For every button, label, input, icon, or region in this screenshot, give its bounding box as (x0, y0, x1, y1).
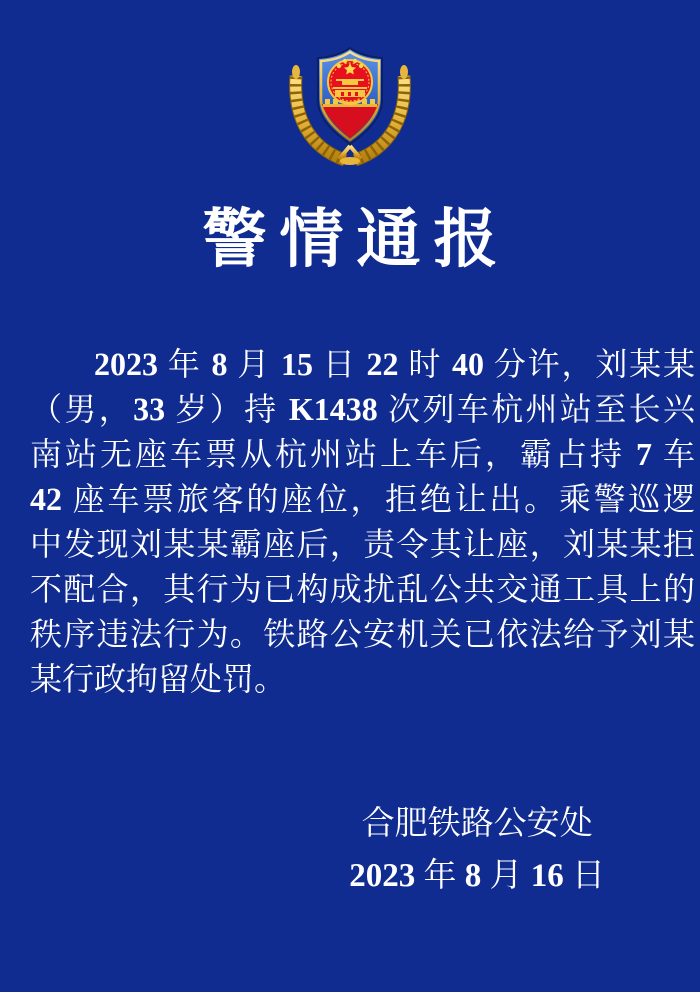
notice-body-line: 秩序违法行为。铁路公安机关已依法给予刘某 (30, 616, 695, 652)
signature-date: 2023 年 8 月 16 日 (349, 858, 605, 894)
notice-body (30, 342, 695, 702)
notice-body-line: 南站无座车票从杭州站上车后，霸占持 7 车 (30, 436, 695, 472)
signature-block (349, 804, 605, 896)
notice-body-line: 不配合，其行为已构成扰乱公共交通工具上的 (30, 571, 695, 607)
wreath-stem (339, 140, 361, 165)
notice-body-line: 中发现刘某某霸座后，责令其让座，刘某某拒 (30, 526, 695, 562)
notice-body-line: 2023 年 8 月 15 日 22 时 40 分许，刘某某 (94, 346, 695, 382)
notice-body-line: 42 座车票旅客的座位，拒绝让出。乘警巡逻 (30, 481, 695, 517)
notice-body-line: 某行政拘留处罚。 (30, 661, 287, 697)
police-emblem-icon (285, 42, 415, 166)
national-emblem (328, 59, 372, 104)
notice-title: 警情通报 (202, 204, 511, 275)
notice-body-line: （男，33 岁）持 K1438 次列车杭州站至长兴 (30, 391, 695, 427)
signature-organization: 合肥铁路公安处 (361, 806, 593, 842)
